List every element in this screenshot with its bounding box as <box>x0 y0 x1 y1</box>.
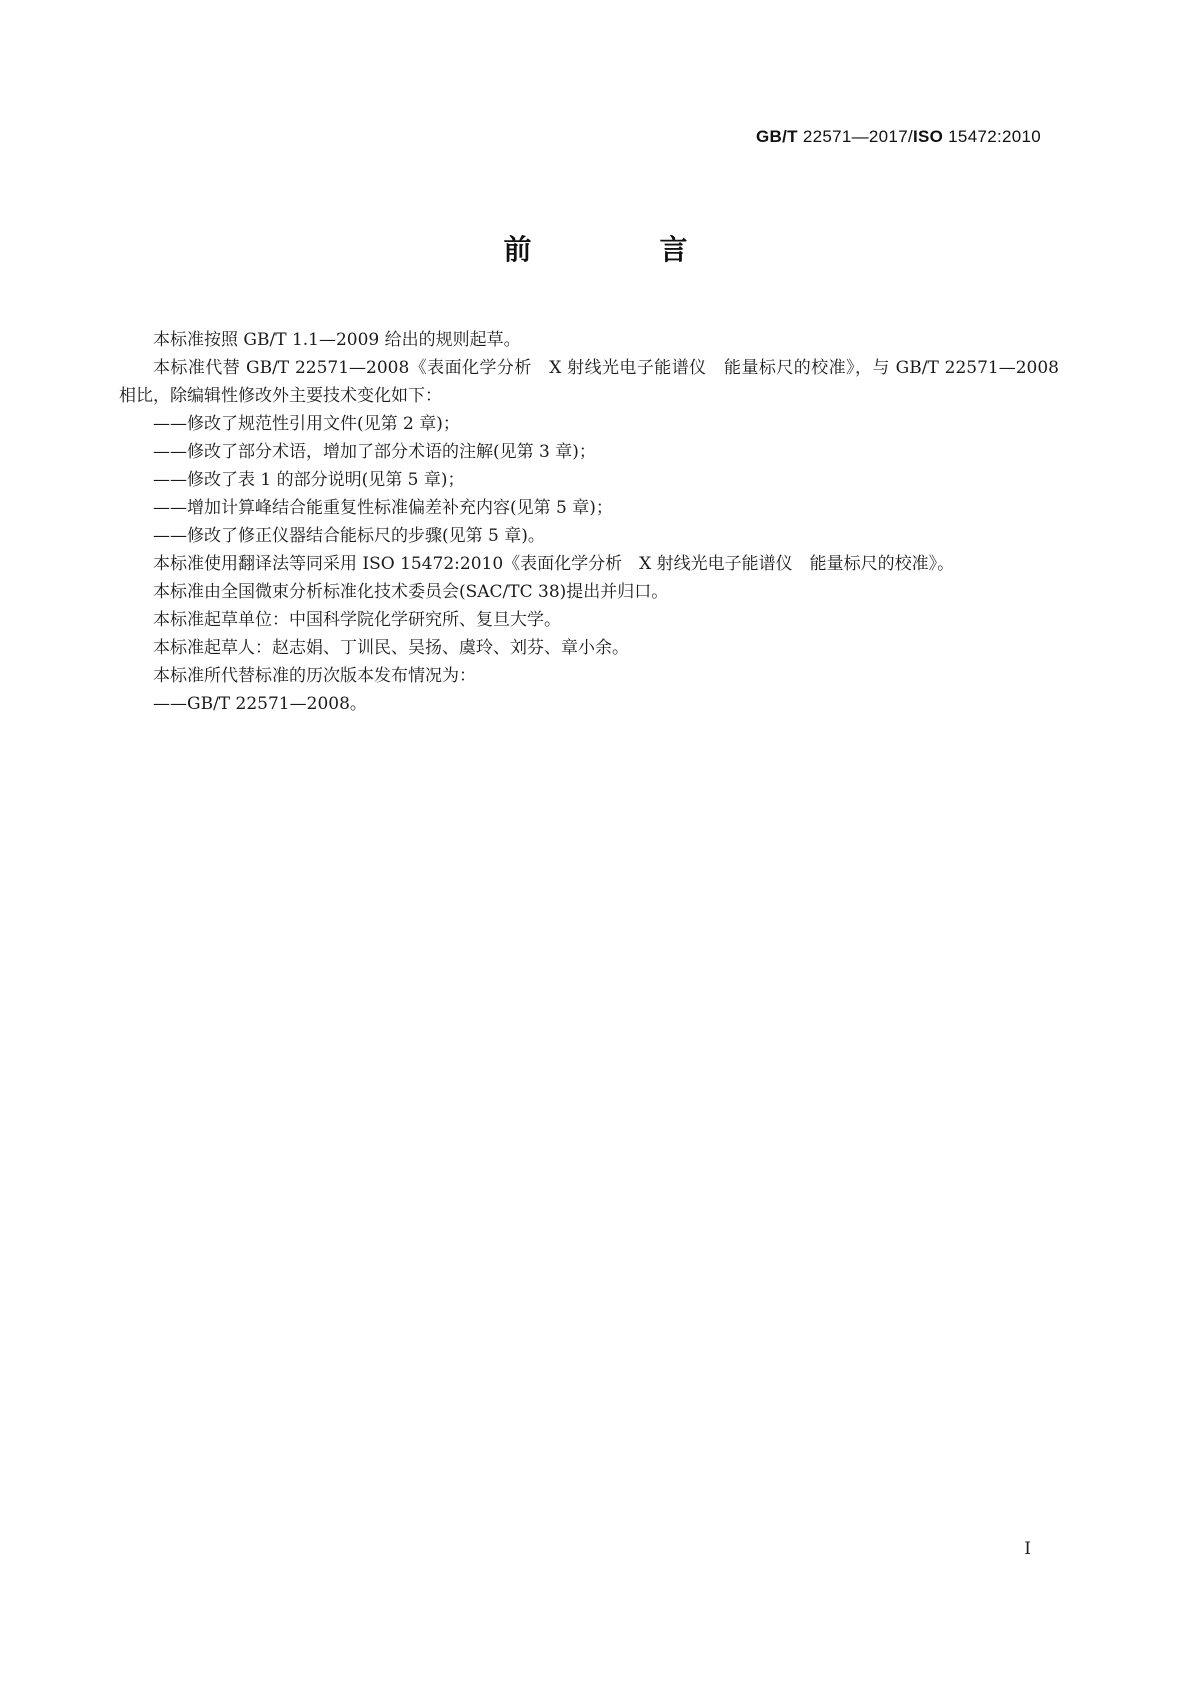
page-title: 前 言 <box>503 233 738 266</box>
paragraph: 本标准使用翻译法等同采用 ISO 15472:2010《表面化学分析 X 射线光电子能谱仪 能量标尺的校准》。 <box>153 554 955 574</box>
iso-code: 15472:2010 <box>943 127 1041 146</box>
standard-code-header <box>756 127 1041 147</box>
paragraph: 本标准起草单位：中国科学院化学研究所、复旦大学。 <box>153 610 561 630</box>
paragraph: 本标准按照 GB/T 1.1—2009 给出的规则起草。 <box>153 330 521 350</box>
paragraph: 本标准代替 GB/T 22571—2008《表面化学分析 X 射线光电子能谱仪 能量标尺的校准》，与 GB/T 22571—2008 相比，除编辑性修改外主要技术变化如下： <box>119 358 1065 406</box>
version-item: ——GB/T 22571—2008。 <box>153 694 367 714</box>
iso-prefix: ISO <box>912 127 944 146</box>
change-item: ——修改了表 1 的部分说明(见第 5 章)； <box>153 470 465 490</box>
change-item: ——增加计算峰结合能重复性标准偏差补充内容(见第 5 章)； <box>153 498 613 518</box>
page-number: I <box>1024 1539 1031 1559</box>
paragraph: 本标准起草人：赵志娟、丁训民、吴扬、虞玲、刘芬、章小余。 <box>153 638 629 658</box>
paragraph: 本标准由全国微束分析标准化技术委员会(SAC/TC 38)提出并归口。 <box>153 582 669 602</box>
change-item: ——修改了修正仪器结合能标尺的步骤(见第 5 章)。 <box>153 526 545 546</box>
change-item: ——修改了规范性引用文件(见第 2 章)； <box>153 414 460 434</box>
foreword-body <box>119 326 1065 718</box>
paragraph: 本标准所代替标准的历次版本发布情况为： <box>153 666 476 686</box>
change-item: ——修改了部分术语，增加了部分术语的注解(见第 3 章)； <box>153 442 596 462</box>
standard-code: 22571—2017/ <box>797 127 913 146</box>
standard-prefix: GB/T <box>756 127 798 146</box>
